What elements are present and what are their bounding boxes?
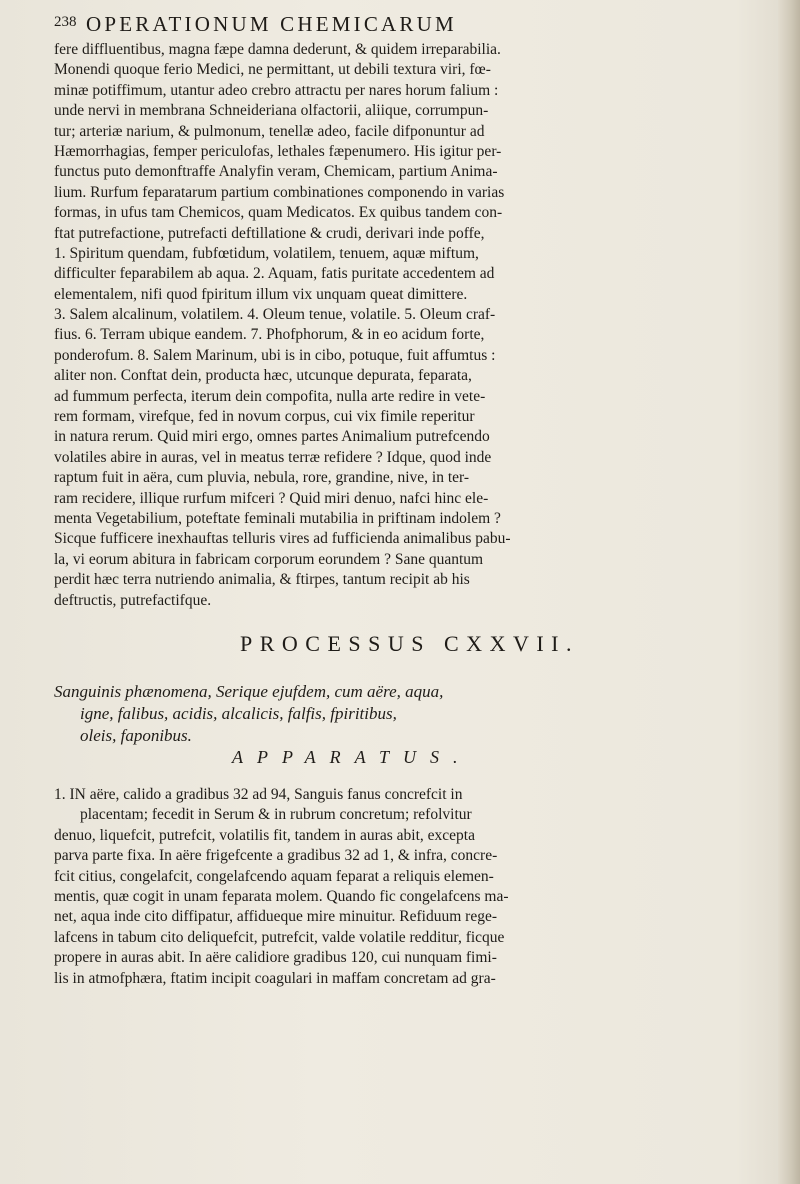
text-line: net, aqua inde cito diffipatur, affidueque mire minuitur. Refiduum rege-	[54, 908, 498, 926]
text-line: perdit hæc terra nutriendo animalia, & ftirpes, tantum recipit ab his	[54, 571, 470, 589]
text-line: Hæmorrhagias, femper periculofas, lethales fæpenumero. His igitur per-	[54, 142, 502, 160]
text-line: ponderofum. 8. Salem Marinum, ubi is in cibo, potuque, fuit affumtus :	[54, 346, 496, 364]
text-line: deftructis, putrefactifque.	[54, 591, 212, 609]
text-line: 1. Spiritum quendam, fubfœtidum, volatilem, tenuem, aquæ miftum,	[54, 244, 479, 262]
text-line: Monendi quoque ferio Medici, ne permittant, ut debili textura viri, fœ-	[54, 61, 491, 79]
text-line: elementalem, nifi quod fpiritum illum vix unquam queat dimittere.	[54, 285, 468, 303]
text-line: 3. Salem alcalinum, volatilem. 4. Oleum tenue, volatile. 5. Oleum craf-	[54, 306, 496, 324]
text-line: fcit citius, congelafcit, congelafcendo aquam feparat a reliquis elemen-	[54, 867, 494, 885]
text-line: in natura rerum. Quid miri ergo, omnes partes Animalium putrefcendo	[54, 428, 490, 446]
page-number: 238	[54, 14, 77, 30]
text-line: propere in auras abit. In aëre calidiore gradibus 120, cui nunquam fimi-	[54, 949, 497, 967]
text-line: denuo, liquefcit, putrefcit, volatilis fit, tandem in auras abit, excepta	[54, 826, 475, 844]
paragraph-1	[54, 40, 754, 611]
text-line: functus puto demonftraffe Analyfin veram, Chemicam, partium Anima-	[54, 163, 498, 181]
text-line: 1. IN aëre, calido a gradibus 32 ad 94, Sanguis fanus concrefcit in	[54, 786, 463, 803]
subheading-line: oleis, faponibus.	[80, 726, 192, 745]
text-line: ad fummum perfecta, iterum dein compofita, nulla arte redire in vete-	[54, 387, 486, 405]
text-line: formas, in ufus tam Chemicos, quam Medicatos. Ex quibus tandem con-	[54, 204, 503, 222]
subheading-line: Sanguinis phænomena, Serique ejufdem, cum aëre, aqua,	[54, 682, 444, 701]
text-line: aliter non. Conftat dein, producta hæc, utcunque depurata, feparata,	[54, 367, 472, 385]
text-line: tur; arteriæ narium, & pulmonum, tenellæ adeo, facile difponuntur ad	[54, 122, 485, 140]
page-edge	[778, 0, 800, 1184]
page-header	[54, 12, 744, 38]
text-line: mentis, quæ cogit in unam feparata molem. Quando fic congelafcens ma-	[54, 887, 509, 905]
text-line: unde nervi in membrana Schneideriana olfactorii, aliique, corrumpun-	[54, 102, 489, 120]
text-line: lis in atmofphæra, ftatim incipit coagulari in maffam concretam ad gra-	[54, 969, 496, 987]
text-line: menta Vegetabilium, poteftate feminali mutabilia in priftinam indolem ?	[54, 509, 501, 527]
text-line: la, vi eorum abitura in fabricam corporum eorundem ? Sane quantum	[54, 550, 484, 568]
text-line: ram recidere, illique rurfum mifceri ? Quid miri denuo, nafci hinc ele-	[54, 489, 489, 507]
text-line: placentam; fecedit in Serum & in rubrum concretum; refolvitur	[80, 806, 472, 824]
text-line: lafcens in tabum cito deliquefcit, putrefcit, valde volatile redditur, ficque	[54, 928, 505, 946]
text-line: fius. 6. Terram ubique eandem. 7. Phofphorum, & in eo acidum forte,	[54, 326, 485, 344]
process-subheading	[54, 681, 754, 747]
text-line: parva parte fixa. In aëre frigefcente a gradibus 32 ad 1, & infra, concre-	[54, 847, 498, 865]
text-line: minæ potiffimum, utantur adeo crebro attractu per nares horum falium :	[54, 81, 499, 99]
text-line: volatiles abire in auras, vel in meatus terræ refidere ? Idque, quod inde	[54, 448, 492, 466]
process-heading: PROCESSUS CXXVII.	[240, 631, 579, 656]
running-title: OPERATIONUM CHEMICARUM	[86, 12, 457, 36]
text-line: ftat putrefactione, putrefacti deftillatione & crudi, derivari inde poffe,	[54, 224, 485, 242]
text-line: raptum fuit in aëra, cum pluvia, nebula, rore, grandine, nive, in ter-	[54, 469, 470, 487]
text-line: Sicque fufficere inexhauftas telluris vires ad fufficienda animalibus pabu-	[54, 530, 511, 548]
apparatus-heading: APPARATUS.	[232, 747, 472, 767]
text-line: difficulter feparabilem ab aqua. 2. Aquam, fatis puritate accedentem ad	[54, 265, 495, 283]
subheading-line: igne, falibus, acidis, alcalicis, falfis, fpiritibus,	[80, 704, 397, 723]
text-line: lium. Rurfum feparatarum partium combinationes componendo in varias	[54, 183, 505, 201]
text-line: fere diffluentibus, magna fæpe damna dederunt, & quidem irreparabilia.	[54, 41, 501, 58]
paragraph-2	[54, 785, 754, 989]
text-line: rem formam, virefque, fed in novum corpus, cui vix fimile reperitur	[54, 408, 475, 426]
